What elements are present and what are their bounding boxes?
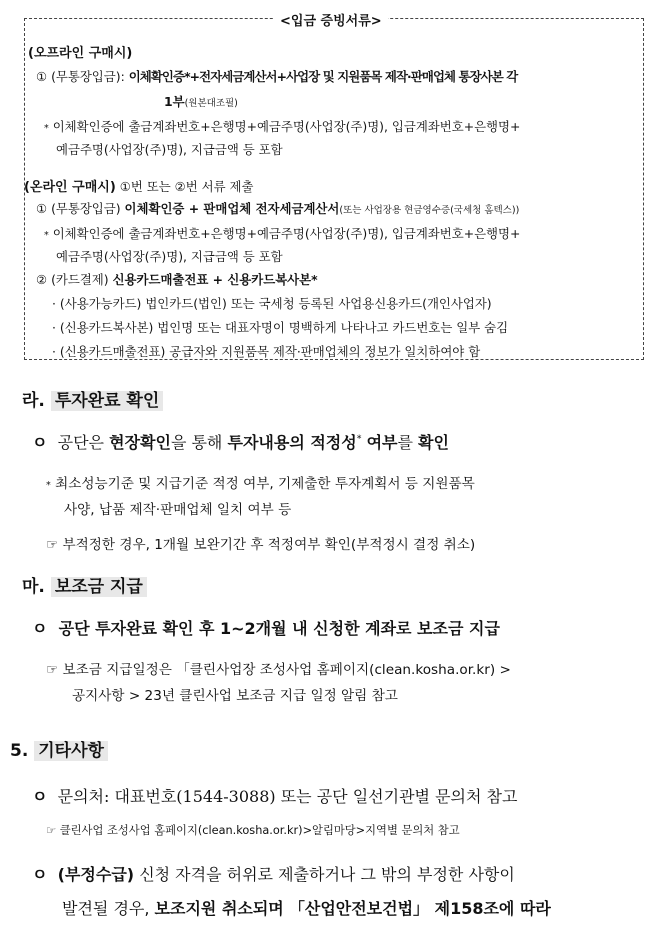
- offline-note-text1: 이체확인증에 출금계좌번호+은행명+예금주명(사업장(주)명), 입금계좌번호+은행명+: [52, 119, 521, 134]
- pointing-hand-icon: ☞: [46, 824, 57, 837]
- section-ma-title: 보조금 지급: [51, 577, 147, 597]
- offline-item1-bold2: 1부: [164, 94, 185, 109]
- online-note-line2: 예금주명(사업장(주)명), 지급금액 등 포함: [56, 249, 283, 264]
- bullet-dot: ·: [52, 320, 56, 335]
- bullet-circle: ㅇ: [32, 619, 48, 638]
- online-heading-line: [24, 176, 253, 195]
- online-item1-small: (또는 사업장용 현금영수증(국세청 홈텍스)): [339, 205, 520, 216]
- online-sub3-text: (신용카드매출전표) 공급자와 지원품목 제작·판매업체의 정보가 일치하여야 함: [59, 344, 481, 359]
- ra-ref-text: 부적정한 경우, 1개월 보완기간 후 적정여부 확인(부적정시 결정 취소): [62, 537, 476, 553]
- offline-heading: (오프라인 구매시): [28, 46, 133, 61]
- section-ra-note-line1: [46, 472, 475, 492]
- section-5-p2-line2: [62, 896, 551, 919]
- offline-item1-label: (무통장입금):: [51, 69, 125, 84]
- ra-note-marker: *: [46, 480, 51, 491]
- bullet-circle: ㅇ: [32, 787, 48, 806]
- ra-p1-f: 를: [397, 433, 413, 452]
- s5-p2-a: (부정수급): [57, 865, 135, 884]
- online-note-marker: *: [44, 230, 49, 241]
- online-item1-bold: 이체확인증 + 판매업체 전자세금계산서: [124, 201, 340, 216]
- offline-item1-marker: ①: [36, 69, 48, 84]
- online-item2-label: (카드결제): [51, 272, 109, 287]
- ra-p1-e: 여부: [366, 433, 398, 452]
- ra-p1-c: 을 통해: [170, 433, 223, 452]
- s5-p1-text: 문의처: 대표번호(1544-3088) 또는 공단 일선기관별 문의처 참고: [57, 787, 518, 806]
- pointing-hand-icon: ☞: [46, 662, 59, 678]
- bullet-circle: ㅇ: [32, 865, 48, 884]
- pointing-hand-icon: ☞: [46, 537, 59, 553]
- online-note-line1: [44, 224, 520, 242]
- ra-p1-b: 현장확인: [109, 433, 171, 452]
- online-sub1: [52, 294, 492, 312]
- s5-p2-d: 보조지원 취소되며: [154, 899, 284, 918]
- section-ra-note-line2: 사양, 납품 제작·판매업체 일치 여부 등: [64, 502, 292, 518]
- section-ra-ref: [46, 533, 475, 553]
- section-ma-label: 마.: [22, 577, 45, 597]
- online-item1: [36, 199, 519, 217]
- section-ma-ref-line1: [46, 658, 511, 678]
- online-note-text1: 이체확인증에 출금계좌번호+은행명+예금주명(사업장(주)명), 입금계좌번호+은행명+: [52, 226, 521, 241]
- section-ra-title: 투자완료 확인: [51, 391, 163, 411]
- section-ra-p1: [32, 430, 449, 453]
- section-ra-heading: [22, 386, 163, 411]
- offline-item1-bold: 이체확인증*+전자세금계산서+사업장 및 지원품목 제작·판매업체 통장사본 각: [128, 69, 518, 84]
- s5-ref-text: 클린사업 조성사업 홈페이지(clean.kosha.or.kr)>알림마당>지역별 문의처 참고: [59, 824, 460, 837]
- ma-ref-text1: 보조금 지급일정은 「클린사업장 조성사업 홈페이지(clean.kosha.or.kr) >: [62, 662, 511, 678]
- section-5-heading: [10, 736, 108, 761]
- s5-p2-c: 발견될 경우,: [62, 899, 150, 918]
- online-item2-bold: 신용카드매출전표 + 신용카드복사본*: [112, 272, 318, 287]
- bullet-circle: ㅇ: [32, 433, 48, 452]
- ra-note-text1: 최소성능기준 및 지급기준 적정 여부, 기제출한 투자계획서 등 지원품목: [55, 476, 475, 492]
- online-sub1-text: (사용가능카드) 법인카드(법인) 또는 국세청 등록된 사업용신용카드(개인사업자): [59, 296, 492, 311]
- ra-p1-a: 공단은: [57, 433, 105, 452]
- online-item2-marker: ②: [36, 272, 48, 287]
- online-item1-marker: ①: [36, 201, 48, 216]
- online-heading-rest: ①번 또는 ②번 서류 제출: [119, 179, 254, 194]
- section-5-label: 5.: [10, 741, 29, 761]
- section-5-title: 기타사항: [34, 741, 108, 761]
- online-heading: (온라인 구매시): [24, 180, 116, 195]
- bullet-dot: ·: [52, 344, 56, 359]
- section-ma-p1: [32, 616, 500, 639]
- bullet-dot: ·: [52, 296, 56, 311]
- offline-note-line1: [44, 117, 520, 135]
- offline-note-line2: 예금주명(사업장(주)명), 지급금액 등 포함: [56, 142, 283, 157]
- box-title: <입금 증빙서류>: [274, 10, 388, 29]
- online-item1-label: (무통장입금): [51, 201, 121, 216]
- online-item2: [36, 270, 318, 288]
- section-ma-ref-line2: 공지사항 > 23년 클린사업 보조금 지급 일정 알림 참고: [72, 688, 398, 704]
- section-ra-label: 라.: [22, 391, 45, 411]
- offline-item1-small: (원본대조필): [184, 98, 238, 109]
- offline-item1: [36, 67, 517, 85]
- section-5-ref: [46, 822, 460, 838]
- offline-note-marker: *: [44, 123, 49, 134]
- section-5-p1: [32, 784, 517, 807]
- section-ma-heading: [22, 572, 147, 597]
- online-sub2: [52, 318, 508, 336]
- s5-p2-b: 신청 자격을 허위로 제출하거나 그 밖의 부정한 사항이: [139, 865, 515, 884]
- online-sub3: [52, 342, 480, 360]
- ra-p1-d: 투자내용의 적정성: [227, 433, 357, 452]
- s5-p2-e: 「산업안전보건법」 제158조에 따라: [288, 899, 551, 918]
- ra-p1-sup: *: [356, 433, 362, 445]
- offline-item1-cont: [164, 92, 238, 110]
- ma-p1-text: 공단 투자완료 확인 후 1~2개월 내 신청한 계좌로 보조금 지급: [58, 619, 500, 638]
- online-sub2-text: (신용카드복사본) 법인명 또는 대표자명이 명백하게 나타나고 카드번호는 일부 숨김: [59, 320, 509, 335]
- section-5-p2-line1: [32, 862, 515, 885]
- ra-p1-g: 확인: [418, 433, 449, 452]
